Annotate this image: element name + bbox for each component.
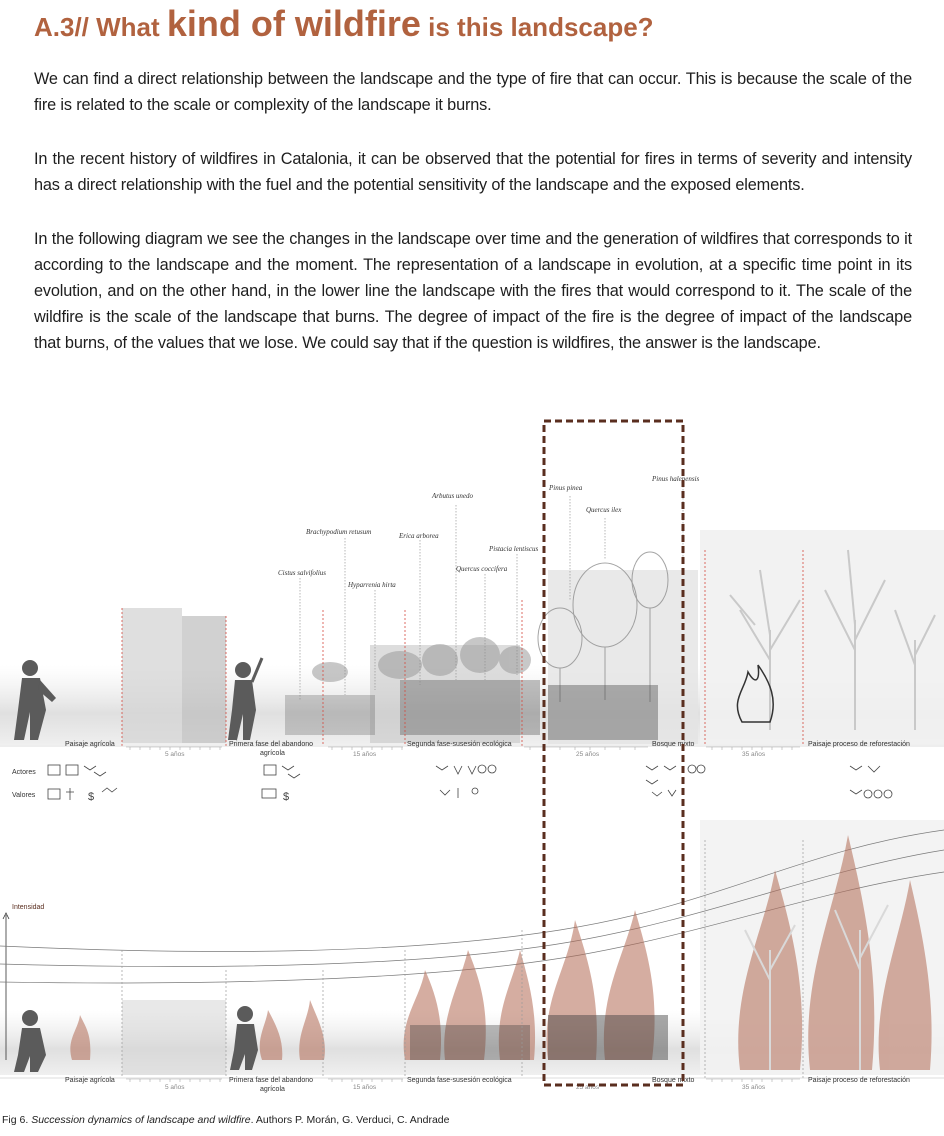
year-label: 15 años xyxy=(353,1084,377,1091)
farmer-icon xyxy=(48,765,60,775)
bottom-fire-row xyxy=(0,820,944,1093)
tree-icon xyxy=(478,765,486,773)
ecology-icon xyxy=(440,788,478,798)
top-reforest-band xyxy=(700,530,944,744)
plant-icon xyxy=(102,788,117,792)
top-landscape-row xyxy=(0,475,944,803)
species-label: Hyparrenia hirta xyxy=(348,581,396,589)
year-label: 35 años xyxy=(742,751,766,758)
wheat-icon xyxy=(66,788,74,800)
stage-label: agrícola xyxy=(260,1086,285,1093)
farmer-icon xyxy=(264,765,276,775)
year-label: 25 años xyxy=(576,1084,600,1091)
species-label: Pistacia lentiscus xyxy=(489,545,539,553)
section-heading xyxy=(34,4,654,44)
legend-actors-label: Actores xyxy=(12,769,36,776)
species-label: Pinus halepensis xyxy=(652,475,700,483)
legend-values-label: Valores xyxy=(12,792,36,799)
paragraph-1: We can find a direct relationship between the landscape and the type of fire that can occur. This is because the scale of the fire is related to the scale or complexity of the landscape it burns. xyxy=(34,70,912,114)
heading-emphasis: kind of wildfire xyxy=(166,3,421,44)
stage-label: Paisaje proceso de reforestación xyxy=(808,741,910,748)
flame-small xyxy=(299,1000,325,1060)
species-label: Arbutus unedo xyxy=(432,492,474,500)
stage-label: Segunda fase-susesión ecológica xyxy=(407,741,512,748)
tree-icon xyxy=(884,790,892,798)
year-label: 5 años xyxy=(165,1084,185,1091)
paragraph-3: In the following diagram we see the changes in the landscape over time and the generation of wildfires that corresponds to it according to the landscape and the moment. The representation of a landscape in evolution, at a specific time point in its evolution, and on the other hand, in the lower line the landscape with the fires that would correspond to it. The scale of the wildfire is the scale of the landscape that burns. The degree of impact of the fire is the degree of impact of the landscape that burns, of the values that we lose. We could say that if the question is wildfires, the answer is the landscape. xyxy=(34,230,912,352)
bottom-stage-labels xyxy=(65,1077,910,1093)
stage-label: agrícola xyxy=(260,750,285,757)
caption-authors: . Authors P. Morán, G. Verduci, C. Andrade xyxy=(250,1114,450,1126)
year-label: 25 años xyxy=(576,751,600,758)
bird-icon xyxy=(282,766,300,778)
heading-suffix: is this landscape? xyxy=(420,12,654,42)
tree-icon xyxy=(874,790,882,798)
heading-prefix: A.3// What xyxy=(34,12,167,42)
building-icon xyxy=(48,789,60,799)
stage-label: Bosque mixto xyxy=(652,741,695,748)
tree-icon xyxy=(488,765,496,773)
bird-icon xyxy=(436,766,476,774)
succession-figure xyxy=(0,410,944,1110)
bird-icon xyxy=(84,766,106,776)
species-label: Quercus ilex xyxy=(586,506,622,514)
species-label: Erica arborea xyxy=(399,532,439,540)
top-photo-panel-2 xyxy=(182,616,226,743)
figure-caption xyxy=(2,1114,449,1126)
species-label: Pinus pinea xyxy=(549,484,583,492)
species-label: Quercus coccifera xyxy=(456,565,508,573)
money-icon: $ xyxy=(283,791,290,803)
tree-icon xyxy=(688,765,696,773)
bird-icon xyxy=(652,790,676,796)
top-photo-panel-1 xyxy=(122,608,182,743)
stage-label: Primera fase del abandono xyxy=(229,1077,314,1084)
year-label: 5 años xyxy=(165,751,185,758)
species-label: Cistus salvifolius xyxy=(278,569,327,577)
tree-icon xyxy=(864,790,872,798)
bird-icon xyxy=(850,766,880,794)
stage-label: Bosque mixto xyxy=(652,1077,695,1084)
top-year-labels xyxy=(165,751,766,758)
caption-prefix: Fig 6. xyxy=(2,1114,32,1126)
year-label: 15 años xyxy=(353,751,377,758)
stage-label: Paisaje proceso de reforestación xyxy=(808,1077,910,1084)
money-icon: $ xyxy=(88,791,95,803)
stage-label: Paisaje agrícola xyxy=(65,741,115,748)
species-label: Brachypodium retusum xyxy=(306,528,372,536)
legend-icons xyxy=(48,765,892,803)
tractor-icon xyxy=(66,765,78,775)
stage-label: Paisaje agrícola xyxy=(65,1077,115,1084)
bottom-year-labels xyxy=(165,1084,766,1091)
year-label: 35 años xyxy=(742,1084,766,1091)
succession-diagram xyxy=(0,410,944,1110)
intensity-label: Intensidad xyxy=(12,904,45,911)
legend-row-labels xyxy=(12,769,36,799)
caption-title: Succession dynamics of landscape and wildfire xyxy=(31,1114,251,1126)
bottom-photo-panel xyxy=(122,1000,226,1075)
paragraph-2: In the recent history of wildfires in Catalonia, it can be observed that the potential for fires in terms of severity and intensity has a direct relationship with the fuel and the potential sensitivity of the landscape and the exposed elements. xyxy=(34,150,912,194)
stage-label: Primera fase del abandono xyxy=(229,741,314,748)
bird-icon xyxy=(646,766,676,784)
stage-label: Segunda fase-susesión ecológica xyxy=(407,1077,512,1084)
tree-icon xyxy=(697,765,705,773)
stack-icon xyxy=(262,789,276,798)
